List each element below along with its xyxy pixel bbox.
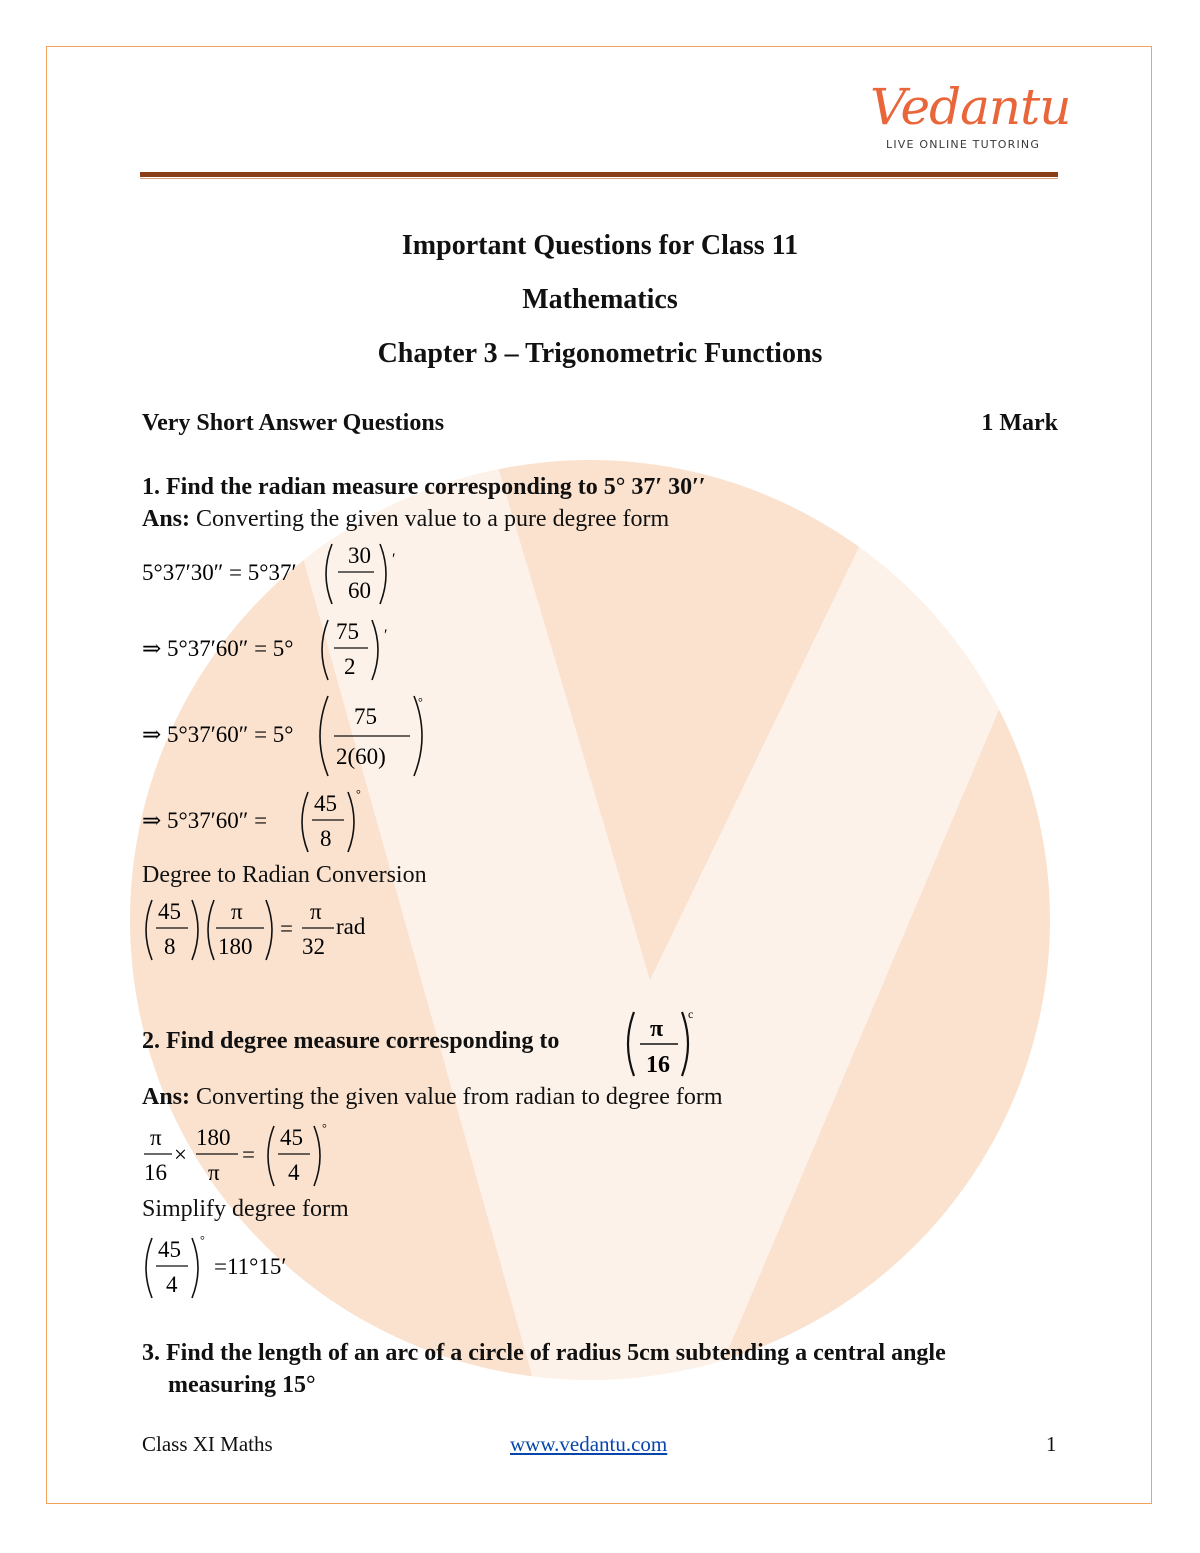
paren-left <box>208 900 214 960</box>
section-marks: 1 Mark <box>981 410 1058 436</box>
paren-left <box>628 1012 634 1076</box>
paren-right <box>192 1238 198 1298</box>
ans-label: Ans: <box>142 506 191 532</box>
q1-eq2 <box>142 614 442 686</box>
question-3-line2: measuring 15° <box>168 1372 316 1398</box>
frac-den: 2 <box>344 654 356 679</box>
eq-lhs: ⇒ 5°37′60″ = 5° <box>142 722 294 747</box>
frac-den: 4 <box>288 1160 300 1185</box>
doc-subject: Mathematics <box>522 284 678 315</box>
question-3-line1: 3. Find the length of an arc of a circle of radius 5cm subtending a central angle <box>142 1340 946 1366</box>
sup: ° <box>322 1121 327 1135</box>
frac-num: 75 <box>354 704 377 729</box>
frac-num: 45 <box>314 791 337 816</box>
sup: c <box>688 1007 694 1021</box>
logo-wordmark: Vedantu <box>870 78 1071 136</box>
paren-left <box>146 1238 152 1298</box>
frac-num: 45 <box>280 1125 303 1150</box>
q1-eq3 <box>142 692 462 782</box>
eq-lhs: ⇒ 5°37′60″ = <box>142 808 268 833</box>
equals: = <box>280 916 293 941</box>
frac-num: π <box>150 1125 162 1150</box>
paren-right <box>266 900 272 960</box>
equals: = <box>242 1142 255 1167</box>
times: × <box>174 1142 187 1167</box>
frac-num: π <box>310 899 322 924</box>
q2-eq1 <box>142 1120 442 1192</box>
paren-left <box>320 696 328 776</box>
q1-eq4 <box>142 786 442 858</box>
q2-fraction <box>622 1006 702 1082</box>
q1-eq1 <box>142 538 442 610</box>
sup: ′ <box>384 627 388 644</box>
header-rule-thin <box>140 178 1058 179</box>
paren-left <box>302 792 308 852</box>
ans-text: Converting the given value to a pure degree form <box>190 506 670 532</box>
doc-chapter: Chapter 3 – Trigonometric Functions <box>377 338 823 369</box>
question-2: 2. Find degree measure corresponding to <box>142 1028 560 1054</box>
q2-eq2 <box>142 1232 442 1304</box>
paren-right <box>192 900 198 960</box>
frac-den: 16 <box>144 1160 167 1185</box>
vedantu-logo[interactable] <box>870 78 1071 158</box>
footer-link[interactable]: www.vedantu.com <box>510 1432 668 1456</box>
page-number: 1 <box>1046 1432 1057 1456</box>
unit: rad <box>336 914 366 939</box>
ans-label: Ans: <box>142 1084 191 1110</box>
frac-den: 8 <box>320 826 332 851</box>
frac-num: 30 <box>348 543 371 568</box>
answer-2-line <box>142 1084 723 1111</box>
paren-right <box>380 544 386 604</box>
ans-text: Converting the given value from radian to degree form <box>190 1084 723 1110</box>
eq-rhs: =11°15′ <box>214 1254 287 1279</box>
frac-den: 32 <box>302 934 325 959</box>
q2-step-label: Simplify degree form <box>142 1196 349 1222</box>
frac-num: 75 <box>336 619 359 644</box>
frac-den: 8 <box>164 934 176 959</box>
sup: ° <box>356 787 361 801</box>
frac-den: 16 <box>646 1052 670 1078</box>
section-name: Very Short Answer Questions <box>142 410 445 436</box>
frac-num: 45 <box>158 1237 181 1262</box>
section-header <box>142 410 1058 437</box>
frac-den: 180 <box>218 934 253 959</box>
sup: ° <box>200 1233 205 1247</box>
paren-left <box>268 1126 274 1186</box>
frac-num: π <box>231 899 243 924</box>
sup: ° <box>418 695 423 709</box>
frac-den: 60 <box>348 578 371 603</box>
paren-right <box>682 1012 688 1076</box>
eq-lhs: 5°37′30″ = 5°37′ <box>142 560 297 585</box>
doc-title: Important Questions for Class 11 <box>401 230 799 261</box>
paren-left <box>322 620 328 680</box>
question-1: 1. Find the radian measure corresponding to 5° 37′ 30′′ <box>142 474 706 500</box>
frac-den: 2(60) <box>336 744 386 769</box>
frac-den: 4 <box>166 1272 178 1297</box>
frac-num: π <box>650 1016 664 1042</box>
paren-right <box>372 620 378 680</box>
frac-num: 180 <box>196 1125 231 1150</box>
header-rule <box>140 172 1058 177</box>
paren-right <box>348 792 354 852</box>
q1-eq5 <box>142 894 442 966</box>
eq-lhs: ⇒ 5°37′60″ = 5° <box>142 636 294 661</box>
paren-left <box>146 900 152 960</box>
paren-right <box>314 1126 320 1186</box>
logo-tagline: LIVE ONLINE TUTORING <box>886 138 1041 151</box>
q1-step-label: Degree to Radian Conversion <box>142 862 427 888</box>
footer-class: Class XI Maths <box>142 1432 273 1456</box>
frac-num: 45 <box>158 899 181 924</box>
answer-1-line <box>142 506 669 533</box>
frac-den: π <box>208 1160 220 1185</box>
paren-left <box>326 544 332 604</box>
sup: ′ <box>392 551 396 568</box>
